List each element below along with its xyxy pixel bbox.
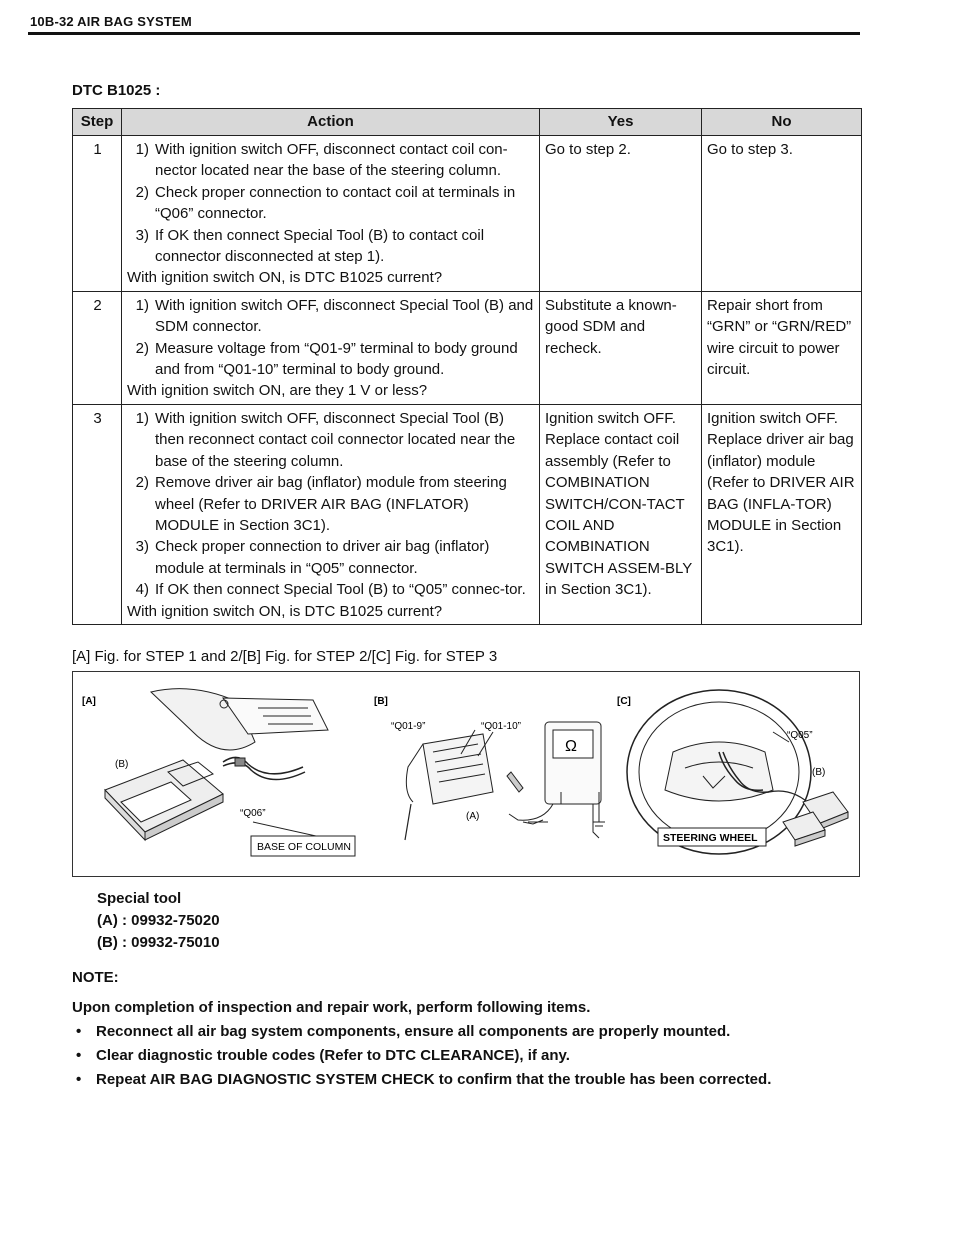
special-tool-b: (B) : 09932-75010: [97, 934, 220, 951]
table-row: [73, 136, 862, 292]
page-header-title: 10B-32 AIR BAG SYSTEM: [30, 14, 192, 29]
bullet: •: [76, 1047, 82, 1064]
yes-cell: Ignition switch OFF. Replace contact coil assembly (Refer to COMBINATION SWITCH/CON-TACT COIL AND COMBINATION SWITCH ASSEM-BLY in Section 3C1).: [540, 404, 702, 624]
action-cell: [122, 136, 540, 292]
step-number: 2: [73, 291, 122, 404]
no-cell: Repair short from “GRN” or “GRN/RED” wire circuit to power circuit.: [702, 291, 862, 404]
col-header-no: No: [702, 109, 862, 136]
action-num: 2): [135, 183, 149, 201]
special-tool-title: Special tool: [97, 890, 182, 907]
action-item: [127, 472, 535, 536]
dtc-title: DTC B1025 :: [72, 82, 161, 99]
action-num: 1): [135, 141, 149, 158]
action-question: With ignition switch ON, is DTC B1025 current?: [127, 269, 443, 287]
list-item: [72, 1044, 862, 1068]
panel-a-label-base: BASE OF COLUMN: [257, 841, 351, 853]
action-num: 2): [135, 339, 149, 357]
action-item: [127, 579, 535, 600]
action-item: [127, 408, 535, 472]
list-item: [72, 1068, 862, 1092]
action-text: If OK then connect Special Tool (B) to “Q05” connec-tor.: [155, 581, 526, 599]
figure-box: [72, 671, 860, 877]
panel-c-tag: [C]: [617, 696, 631, 707]
step-number: 3: [73, 404, 122, 624]
action-text: If OK then connect Special Tool (B) to contact coil connector disconnected at step 1).: [155, 226, 485, 266]
figure-caption: [A] Fig. for STEP 1 and 2/[B] Fig. for STEP 2/[C] Fig. for STEP 3: [72, 648, 498, 665]
action-item: [127, 536, 535, 579]
note-intro: Upon completion of inspection and repair work, perform following items.: [72, 999, 591, 1016]
panel-b-label-a: (A): [466, 811, 480, 822]
action-item: [127, 182, 535, 225]
action-item: [127, 295, 535, 338]
table-row: [73, 291, 862, 404]
panel-c-label-q05: “Q05”: [787, 730, 813, 741]
action-num: 3): [135, 538, 149, 556]
action-text: Remove driver air bag (inflator) module from steering wheel (Refer to DRIVER AIR BAG (INFLATOR) MODULE in Section 3C1).: [155, 474, 507, 534]
panel-c-label-b: (B): [812, 767, 826, 778]
action-text: With ignition switch OFF, disconnect Special Tool (B) and SDM connector.: [155, 296, 534, 336]
figure-illustration: [73, 672, 859, 876]
panel-b-label-q0110: “Q01-10”: [481, 721, 522, 732]
table-row: [73, 404, 862, 624]
col-header-step: Step: [73, 109, 122, 136]
panel-c-label-wheel: STEERING WHEEL: [663, 832, 758, 844]
special-tool-a: (A) : 09932-75020: [97, 912, 220, 929]
action-num: 2): [135, 474, 149, 492]
action-item: [127, 225, 535, 268]
bullet: •: [76, 1023, 82, 1040]
action-text: Measure voltage from “Q01-9” terminal to body ground and from “Q01-10” terminal to body ground.: [155, 339, 518, 379]
action-text: With ignition switch OFF, disconnect contact coil con-nector located near the base of the steering column.: [155, 141, 508, 180]
action-item: [127, 338, 535, 381]
no-cell: Go to step 3.: [702, 136, 862, 292]
note-item-text: Clear diagnostic trouble codes (Refer to DTC CLEARANCE), if any.: [96, 1047, 570, 1064]
note-title: NOTE:: [72, 969, 119, 986]
yes-cell: Substitute a known-good SDM and recheck.: [540, 291, 702, 404]
header-rule: [28, 32, 860, 35]
action-num: 3): [135, 226, 149, 244]
action-cell: [122, 291, 540, 404]
action-item: [127, 139, 535, 182]
diagnostic-table: [72, 108, 862, 625]
panel-a-label-q06: “Q06”: [240, 808, 266, 819]
action-num: 1): [135, 296, 149, 314]
panel-b-tag: [B]: [374, 696, 388, 707]
no-cell: Ignition switch OFF. Replace driver air bag (inflator) module (Refer to DRIVER AIR BAG (INFLA-TOR) MODULE in Section 3C1).: [702, 404, 862, 624]
panel-a-label-b: (B): [115, 759, 129, 770]
action-num: 1): [135, 409, 149, 427]
panel-a-drawing: [105, 689, 343, 842]
action-text: With ignition switch OFF, disconnect Special Tool (B) then reconnect contact coil connector located near the base of the steering column.: [155, 409, 516, 470]
note-item-text: Reconnect all air bag system components, ensure all components are properly mounted.: [96, 1023, 731, 1040]
list-item: [72, 1020, 862, 1044]
action-question: With ignition switch ON, is DTC B1025 current?: [127, 602, 443, 620]
action-text: Check proper connection to contact coil at terminals in “Q06” connector.: [155, 183, 516, 223]
step-number: 1: [73, 136, 122, 292]
col-header-yes: Yes: [540, 109, 702, 136]
note-block: [72, 966, 862, 1092]
action-question: With ignition switch ON, are they 1 V or less?: [127, 382, 428, 400]
special-tool-block: [97, 888, 220, 954]
bullet: •: [76, 1071, 82, 1088]
note-item-text: Repeat AIR BAG DIAGNOSTIC SYSTEM CHECK to confirm that the trouble has been corrected.: [96, 1071, 772, 1088]
action-cell: [122, 404, 540, 624]
action-text: Check proper connection to driver air bag (inflator) module at terminals in “Q05” connector.: [155, 538, 490, 577]
panel-a-tag: [A]: [82, 696, 96, 707]
table-header-row: [73, 109, 862, 136]
note-list: [72, 1020, 862, 1092]
col-header-action: Action: [122, 109, 540, 136]
action-num: 4): [135, 581, 149, 599]
yes-cell: Go to step 2.: [540, 136, 702, 292]
multimeter-ohm-symbol: Ω: [565, 738, 577, 755]
panel-b-label-q019: “Q01-9”: [391, 721, 426, 732]
